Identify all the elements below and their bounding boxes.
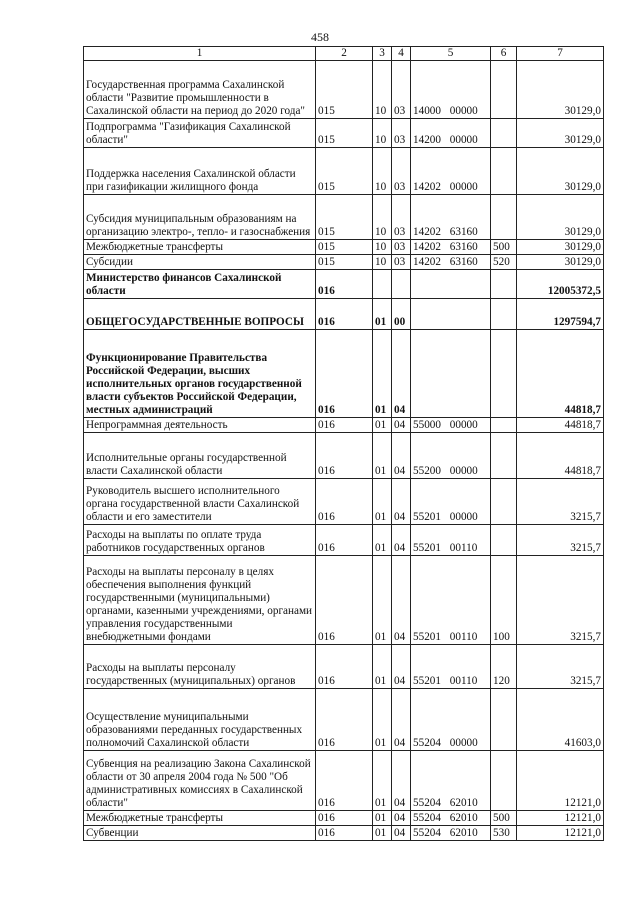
target-article-cell: 14202 63160 [411, 240, 491, 255]
table-row [84, 525, 604, 556]
table-row [84, 330, 604, 418]
row-name-cell: ОБЩЕГОСУДАРСТВЕННЫЕ ВОПРОСЫ [84, 299, 316, 330]
amount-cell: 30129,0 [517, 61, 604, 119]
target-article-cell: 55201 00110 [411, 525, 491, 556]
expense-type-cell [491, 299, 517, 330]
target-article-cell: 55204 00000 [411, 689, 491, 751]
expense-type-cell: 100 [491, 556, 517, 645]
table-row [84, 255, 604, 270]
expense-type-cell [491, 195, 517, 240]
target-article-cell: 55201 00110 [411, 645, 491, 689]
admin-code-cell: 016 [316, 479, 373, 525]
admin-code-cell: 016 [316, 299, 373, 330]
target-article-cell [411, 330, 491, 418]
subsection-cell: 03 [392, 195, 411, 240]
section-cell: 10 [373, 61, 392, 119]
subsection-cell [392, 270, 411, 299]
admin-code-cell: 015 [316, 255, 373, 270]
table-row [84, 556, 604, 645]
admin-code-cell: 016 [316, 751, 373, 811]
amount-cell: 30129,0 [517, 240, 604, 255]
amount-cell: 12121,0 [517, 811, 604, 826]
admin-code-cell: 016 [316, 418, 373, 433]
target-article-cell: 14202 63160 [411, 255, 491, 270]
subsection-cell: 03 [392, 148, 411, 195]
row-name-cell: Исполнительные органы государственной власти Сахалинской области [84, 433, 316, 479]
row-name-cell: Межбюджетные трансферты [84, 240, 316, 255]
table-row [84, 148, 604, 195]
table-row [84, 240, 604, 255]
admin-code-cell: 016 [316, 270, 373, 299]
amount-cell: 3215,7 [517, 556, 604, 645]
subsection-cell: 03 [392, 119, 411, 148]
target-article-cell: 55201 00000 [411, 479, 491, 525]
row-name-cell: Расходы на выплаты по оплате труда работников государственных органов [84, 525, 316, 556]
row-name-cell: Субсидия муниципальным образованиям на организацию электро-, тепло- и газоснабжения [84, 195, 316, 240]
subsection-cell: 03 [392, 61, 411, 119]
amount-cell: 12121,0 [517, 751, 604, 811]
expense-type-cell [491, 148, 517, 195]
table-row [84, 826, 604, 841]
section-cell: 10 [373, 255, 392, 270]
table-row [84, 119, 604, 148]
target-article-cell: 55204 62010 [411, 811, 491, 826]
column-header: 7 [517, 47, 604, 61]
admin-code-cell: 016 [316, 826, 373, 841]
row-name-cell: Подпрограмма "Газификация Сахалинской области" [84, 119, 316, 148]
section-cell: 10 [373, 148, 392, 195]
table-row [84, 195, 604, 240]
section-cell: 01 [373, 330, 392, 418]
row-name-cell: Поддержка населения Сахалинской области при газификации жилищного фонда [84, 148, 316, 195]
row-name-cell: Осуществление муниципальными образованиями переданных государственных полномочий Сахалинской области [84, 689, 316, 751]
admin-code-cell: 016 [316, 645, 373, 689]
row-name-cell: Государственная программа Сахалинской области "Развитие промышленности в Сахалинской области на период до 2020 года" [84, 61, 316, 119]
target-article-cell: 14000 00000 [411, 61, 491, 119]
section-cell: 01 [373, 811, 392, 826]
amount-cell: 3215,7 [517, 479, 604, 525]
expense-type-cell [491, 751, 517, 811]
row-name-cell: Руководитель высшего исполнительного органа государственной власти Сахалинской области и его заместители [84, 479, 316, 525]
admin-code-cell: 015 [316, 119, 373, 148]
subsection-cell: 04 [392, 525, 411, 556]
section-cell: 10 [373, 240, 392, 255]
expense-type-cell [491, 270, 517, 299]
row-name-cell: Непрограммная деятельность [84, 418, 316, 433]
target-article-cell: 55200 00000 [411, 433, 491, 479]
amount-cell: 30129,0 [517, 255, 604, 270]
row-name-cell: Межбюджетные трансферты [84, 811, 316, 826]
column-header: 3 [373, 47, 392, 61]
amount-cell: 3215,7 [517, 525, 604, 556]
section-cell: 01 [373, 479, 392, 525]
admin-code-cell: 016 [316, 689, 373, 751]
subsection-cell: 03 [392, 240, 411, 255]
expense-type-cell [491, 525, 517, 556]
admin-code-cell: 015 [316, 148, 373, 195]
table-row [84, 811, 604, 826]
subsection-cell: 00 [392, 299, 411, 330]
row-name-cell: Субсидии [84, 255, 316, 270]
target-article-cell: 14202 63160 [411, 195, 491, 240]
table-row [84, 270, 604, 299]
subsection-cell: 03 [392, 255, 411, 270]
row-name-cell: Министерство финансов Сахалинской области [84, 270, 316, 299]
expense-type-cell: 520 [491, 255, 517, 270]
column-header: 1 [84, 47, 316, 61]
target-article-cell [411, 270, 491, 299]
subsection-cell: 04 [392, 689, 411, 751]
section-cell: 10 [373, 195, 392, 240]
subsection-cell: 04 [392, 811, 411, 826]
admin-code-cell: 015 [316, 240, 373, 255]
subsection-cell: 04 [392, 433, 411, 479]
table-row [84, 61, 604, 119]
section-cell: 01 [373, 826, 392, 841]
subsection-cell: 04 [392, 645, 411, 689]
expense-type-cell [491, 119, 517, 148]
column-header: 4 [392, 47, 411, 61]
section-cell: 01 [373, 299, 392, 330]
header-row [84, 47, 604, 61]
amount-cell: 12005372,5 [517, 270, 604, 299]
expense-type-cell: 530 [491, 826, 517, 841]
subsection-cell: 04 [392, 479, 411, 525]
table-row [84, 645, 604, 689]
section-cell: 01 [373, 433, 392, 479]
amount-cell: 30129,0 [517, 195, 604, 240]
row-name-cell: Функционирование Правительства Российской Федерации, высших исполнительных органов государственной власти субъектов Российской Федерации, местных администраций [84, 330, 316, 418]
column-header: 6 [491, 47, 517, 61]
budget-table [83, 46, 604, 841]
expense-type-cell [491, 330, 517, 418]
section-cell: 01 [373, 525, 392, 556]
row-name-cell: Субвенция на реализацию Закона Сахалинской области от 30 апреля 2004 года № 500 "Об административных комиссиях в Сахалинской области" [84, 751, 316, 811]
table-row [84, 299, 604, 330]
admin-code-cell: 016 [316, 525, 373, 556]
row-name-cell: Субвенции [84, 826, 316, 841]
row-name-cell: Расходы на выплаты персоналу государственных (муниципальных) органов [84, 645, 316, 689]
target-article-cell: 55204 62010 [411, 826, 491, 841]
amount-cell: 1297594,7 [517, 299, 604, 330]
section-cell: 01 [373, 645, 392, 689]
section-cell: 01 [373, 418, 392, 433]
amount-cell: 44818,7 [517, 330, 604, 418]
expense-type-cell: 500 [491, 240, 517, 255]
table-row [84, 433, 604, 479]
amount-cell: 44818,7 [517, 418, 604, 433]
admin-code-cell: 016 [316, 433, 373, 479]
expense-type-cell: 500 [491, 811, 517, 826]
admin-code-cell: 016 [316, 556, 373, 645]
subsection-cell: 04 [392, 751, 411, 811]
section-cell: 10 [373, 119, 392, 148]
target-article-cell: 55204 62010 [411, 751, 491, 811]
amount-cell: 30129,0 [517, 148, 604, 195]
expense-type-cell [491, 61, 517, 119]
amount-cell: 41603,0 [517, 689, 604, 751]
column-header: 5 [411, 47, 491, 61]
admin-code-cell: 016 [316, 811, 373, 826]
subsection-cell: 04 [392, 330, 411, 418]
amount-cell: 44818,7 [517, 433, 604, 479]
subsection-cell: 04 [392, 418, 411, 433]
target-article-cell: 55000 00000 [411, 418, 491, 433]
expense-type-cell [491, 433, 517, 479]
amount-cell: 3215,7 [517, 645, 604, 689]
table-row [84, 418, 604, 433]
target-article-cell: 14200 00000 [411, 119, 491, 148]
table-body [84, 61, 604, 841]
expense-type-cell [491, 479, 517, 525]
amount-cell: 12121,0 [517, 826, 604, 841]
row-name-cell: Расходы на выплаты персоналу в целях обеспечения выполнения функций государственными (муниципальными) органами, казенными учреждениями, органами управления государственными внебюджетными фондами [84, 556, 316, 645]
page-number: 458 [311, 30, 329, 44]
target-article-cell: 14202 00000 [411, 148, 491, 195]
section-cell: 01 [373, 751, 392, 811]
subsection-cell: 04 [392, 556, 411, 645]
table-row [84, 751, 604, 811]
admin-code-cell: 016 [316, 330, 373, 418]
amount-cell: 30129,0 [517, 119, 604, 148]
section-cell [373, 270, 392, 299]
section-cell: 01 [373, 556, 392, 645]
admin-code-cell: 015 [316, 195, 373, 240]
table-row [84, 689, 604, 751]
target-article-cell: 55201 00110 [411, 556, 491, 645]
table-row [84, 479, 604, 525]
expense-type-cell [491, 689, 517, 751]
target-article-cell [411, 299, 491, 330]
expense-type-cell [491, 418, 517, 433]
subsection-cell: 04 [392, 826, 411, 841]
section-cell: 01 [373, 689, 392, 751]
column-header: 2 [316, 47, 373, 61]
expense-type-cell: 120 [491, 645, 517, 689]
admin-code-cell: 015 [316, 61, 373, 119]
